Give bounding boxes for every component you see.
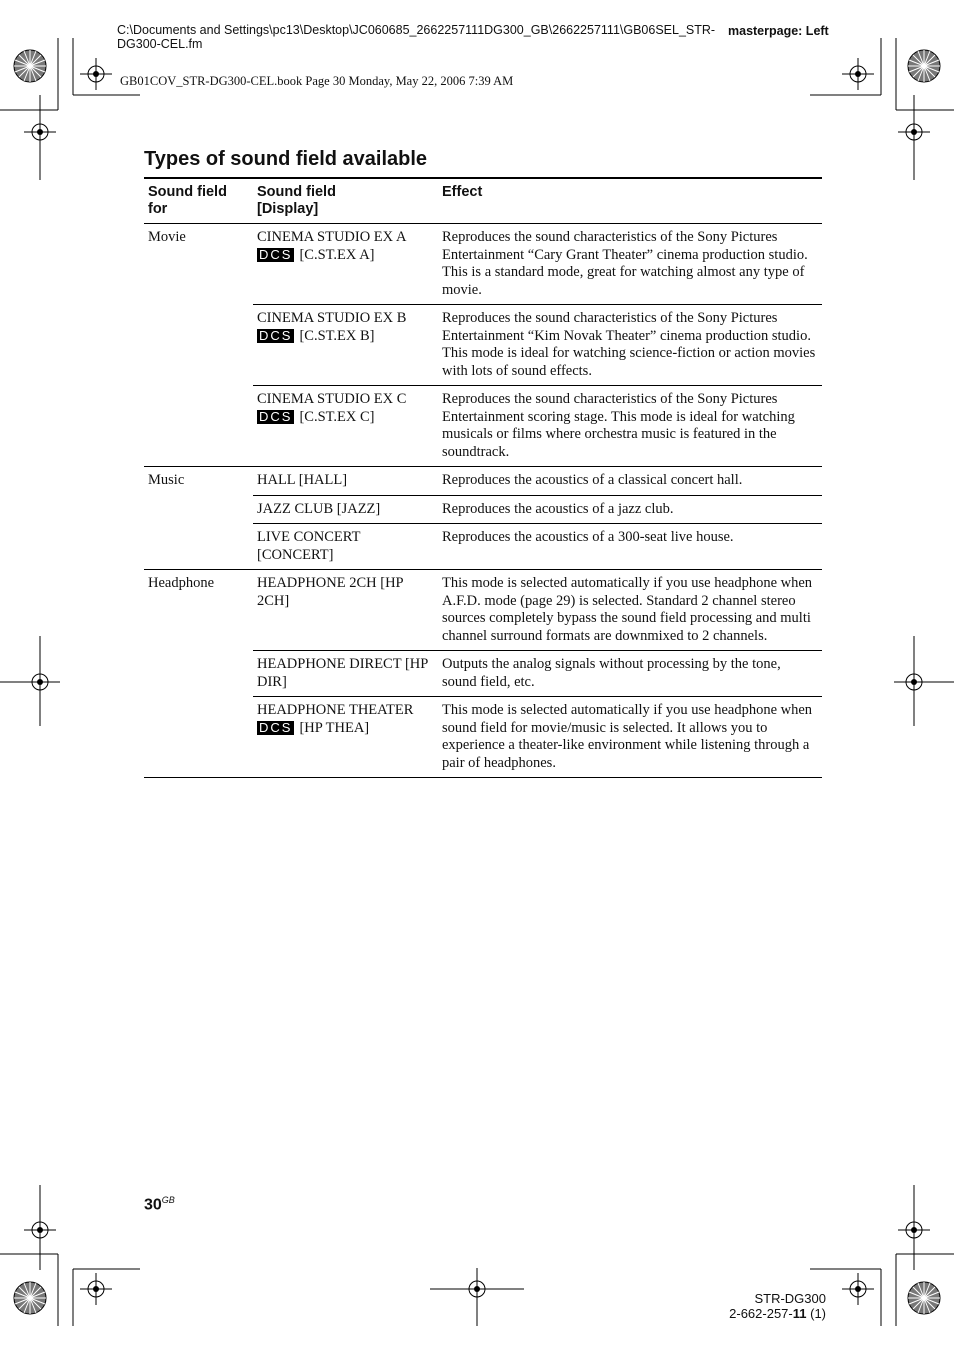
category-cell: Music	[144, 467, 253, 570]
category-cell: Headphone	[144, 570, 253, 778]
sound-field-name: LIVE CONCERT	[257, 529, 361, 545]
sound-field-display: [HALL]	[298, 472, 348, 488]
effect-cell: Outputs the analog signals without processing by the tone, sound field, etc.	[438, 651, 822, 697]
sound-field-name: HEADPHONE THEATER	[257, 702, 414, 718]
sound-field-name: HEADPHONE DIRECT	[257, 656, 402, 672]
category-cell: Movie	[144, 224, 253, 467]
part-prefix: 2-662-257-	[729, 1306, 793, 1321]
effect-cell: Reproduces the acoustics of a jazz club.	[438, 495, 822, 524]
sound-field-display: [HP DIR]	[257, 656, 428, 690]
book-info-line: GB01COV_STR-DG300-CEL.book Page 30 Monday, May 22, 2006 7:39 AM	[120, 74, 514, 88]
sound-field-display: [C.ST.EX B]	[299, 327, 375, 344]
sound-field-display: [C.ST.EX A]	[299, 246, 375, 263]
effect-cell: Reproduces the sound characteristics of the Sony Pictures Entertainment scoring stage. This mode is ideal for watching musicals or films where orchestra music is featured in the soundtrack.	[438, 386, 822, 467]
effect-cell: This mode is selected automatically if you use headphone when A.F.D. mode (page 29) is selected. Standard 2 channel stereo sources completely bypass the sound field processing and multi channel surround formats are downmixed to 2 channels.	[438, 570, 822, 651]
sound-field-display: [C.ST.EX C]	[299, 408, 375, 425]
effect-cell: This mode is selected automatically if you use headphone when sound field for movie/music is selected. It allows you to experience a theater-like environment while listening through a pair of headphones.	[438, 697, 822, 778]
part-bold: 11	[792, 1306, 807, 1321]
section-title: Types of sound field available	[144, 148, 428, 170]
sound-field-name: CINEMA STUDIO EX B	[257, 310, 407, 326]
dcs-badge: DCS	[259, 327, 293, 343]
masterpage-label: masterpage: Left	[728, 24, 829, 38]
page-number-suffix: GB	[161, 1195, 175, 1205]
sound-field-name: HEADPHONE 2CH	[257, 575, 377, 591]
sound-field-name: HALL	[257, 472, 296, 488]
header-sound-field-for: Sound field for	[144, 178, 253, 224]
effect-cell: Reproduces the acoustics of a classical concert hall.	[438, 467, 822, 496]
effect-cell: Reproduces the sound characteristics of the Sony Pictures Entertainment “Cary Grant Theater” cinema production studio. This is a standard mode, great for watching almost any type of movie.	[438, 224, 822, 305]
dcs-badge: DCS	[259, 246, 293, 262]
dcs-badge: DCS	[259, 408, 293, 424]
sound-field-name: JAZZ CLUB	[257, 500, 334, 517]
dcs-badge: DCS	[259, 719, 293, 735]
sound-field-display: [HP 2CH]	[257, 575, 404, 609]
page-number-value: 30	[144, 1196, 162, 1214]
effect-cell: Reproduces the sound characteristics of the Sony Pictures Entertainment “Kim Novak Theater” cinema production studio. This mode is ideal for watching science-fiction or action movies with lots of sound effects.	[438, 305, 822, 386]
part-suffix: (1)	[806, 1306, 826, 1321]
header-sound-field-display: Sound field [Display]	[253, 178, 438, 224]
effect-cell: Reproduces the acoustics of a 300-seat live house.	[438, 524, 822, 570]
sound-field-display: [HP THEA]	[299, 719, 370, 736]
sound-field-name: CINEMA STUDIO EX A	[257, 229, 407, 245]
model-name: STR-DG300	[754, 1291, 826, 1306]
header-effect: Effect	[438, 178, 822, 224]
sound-field-name: CINEMA STUDIO EX C	[257, 391, 407, 407]
file-path: C:\Documents and Settings\pc13\Desktop\JC060685_2662257111DG300_GB\2662257111\GB06SEL_STR-DG300-CEL.fm	[117, 23, 716, 51]
sound-field-display: [JAZZ]	[336, 500, 381, 517]
sound-field-display: [CONCERT]	[257, 546, 334, 563]
